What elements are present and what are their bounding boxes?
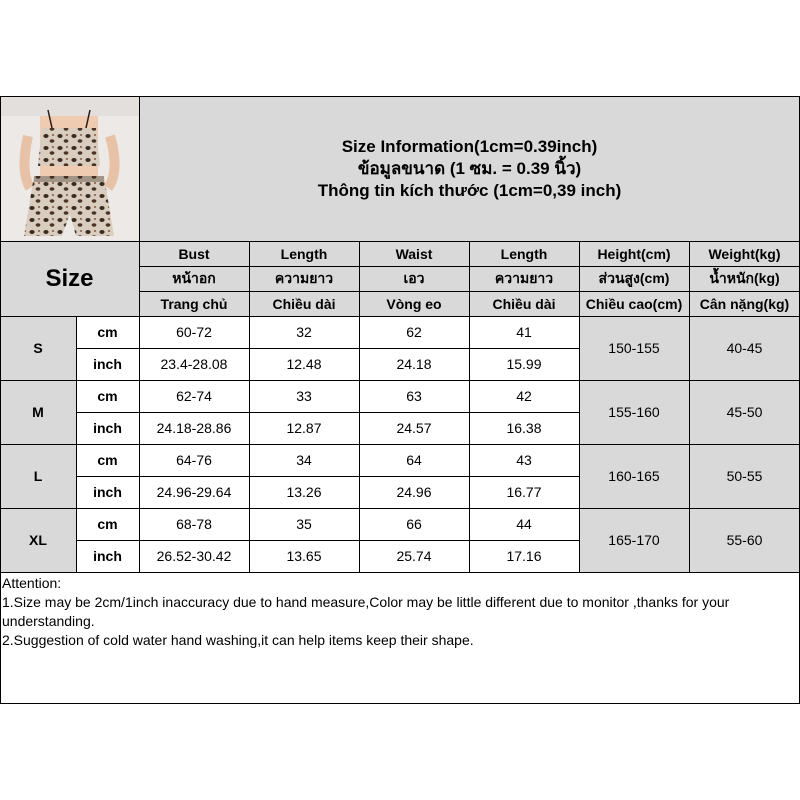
title-vietnamese: Thông tin kích thước (1cm=0,39 inch) bbox=[317, 180, 622, 200]
weight-range: 45-50 bbox=[726, 404, 763, 420]
table-cell: 15.99 bbox=[506, 356, 542, 372]
col-bust-vi: Trang chủ bbox=[160, 295, 228, 312]
col-height-en: Height(cm) bbox=[597, 245, 671, 262]
col-bust-th: หน้าอก bbox=[172, 269, 216, 286]
table-cell: 68-78 bbox=[176, 516, 212, 532]
table-cell: 13.65 bbox=[286, 548, 322, 564]
unit-label: inch bbox=[93, 484, 122, 500]
size-information-title bbox=[139, 96, 800, 241]
col-weight-en: Weight(kg) bbox=[708, 245, 781, 262]
col-waist-th: เอว bbox=[403, 269, 425, 286]
table-cell: 35 bbox=[296, 516, 312, 532]
table-cell: 41 bbox=[516, 324, 532, 340]
unit-label: cm bbox=[97, 516, 118, 532]
size-xl: XL bbox=[29, 532, 47, 548]
col-length-vi: Chiều dài bbox=[272, 295, 336, 312]
table-cell: 62-74 bbox=[176, 388, 212, 404]
weight-range: 50-55 bbox=[726, 468, 763, 484]
note-2: 2.Suggestion of cold water hand washing,it can help items keep their shape. bbox=[2, 632, 474, 648]
table-cell: 13.26 bbox=[286, 484, 322, 500]
table-cell: 24.96-29.64 bbox=[156, 484, 232, 500]
table-cell: 16.38 bbox=[506, 420, 542, 436]
table-cell: 44 bbox=[516, 516, 532, 532]
col-waist-vi: Vòng eo bbox=[386, 295, 442, 312]
col-waist-en: Waist bbox=[395, 245, 433, 262]
col-length2-en: Length bbox=[500, 245, 548, 262]
table-cell: 62 bbox=[406, 324, 422, 340]
unit-label: inch bbox=[93, 356, 122, 372]
product-photo bbox=[0, 96, 139, 241]
table-cell: 64 bbox=[406, 452, 422, 468]
size-header: Size bbox=[45, 264, 94, 292]
table-cell: 63 bbox=[406, 388, 422, 404]
table-cell: 42 bbox=[516, 388, 532, 404]
size-chart bbox=[0, 96, 800, 704]
table-cell: 34 bbox=[296, 452, 312, 468]
table-cell: 16.77 bbox=[506, 484, 542, 500]
unit-label: inch bbox=[93, 548, 122, 564]
col-bust-en: Bust bbox=[178, 245, 210, 262]
height-range: 155-160 bbox=[608, 404, 660, 420]
table-cell: 64-76 bbox=[176, 452, 212, 468]
col-weight-th: น้ำหนัก(kg) bbox=[709, 269, 780, 286]
table-cell: 12.87 bbox=[286, 420, 322, 436]
table-cell: 32 bbox=[296, 324, 312, 340]
col-weight-vi: Cân nặng(kg) bbox=[699, 295, 790, 312]
table-cell: 23.4-28.08 bbox=[160, 356, 228, 372]
height-range: 160-165 bbox=[608, 468, 660, 484]
table-cell: 26.52-30.42 bbox=[156, 548, 232, 564]
note-1: 1.Size may be 2cm/1inch inaccuracy due to hand measure,Color may be little different due to monitor ,thanks for your understanding. bbox=[2, 594, 730, 629]
col-height-th: ส่วนสูง(cm) bbox=[598, 269, 670, 286]
table-cell: 12.48 bbox=[286, 356, 322, 372]
title-english: Size Information(1cm=0.39inch) bbox=[341, 136, 598, 156]
height-range: 150-155 bbox=[608, 340, 660, 356]
table-cell: 33 bbox=[296, 388, 312, 404]
attention-notes bbox=[2, 574, 798, 650]
weight-range: 55-60 bbox=[726, 532, 763, 548]
title-thai: ข้อมูลขนาด (1 ซม. = 0.39 นิ้ว) bbox=[357, 158, 582, 178]
table-cell: 60-72 bbox=[176, 324, 212, 340]
table-cell: 24.96 bbox=[396, 484, 432, 500]
table-cell: 66 bbox=[406, 516, 422, 532]
col-height-vi: Chiều cao(cm) bbox=[585, 295, 683, 312]
size-m: M bbox=[32, 404, 44, 420]
notes-heading: Attention: bbox=[2, 575, 62, 591]
table-cell: 17.16 bbox=[506, 548, 542, 564]
col-length-en: Length bbox=[280, 245, 328, 262]
table-cell: 24.18 bbox=[396, 356, 432, 372]
size-l: L bbox=[33, 468, 43, 484]
size-s: S bbox=[33, 340, 43, 356]
col-length-th: ความยาว bbox=[274, 269, 334, 286]
col-length2-th: ความยาว bbox=[494, 269, 554, 286]
table-cell: 25.74 bbox=[396, 548, 432, 564]
unit-label: cm bbox=[97, 324, 118, 340]
height-range: 165-170 bbox=[608, 532, 660, 548]
table-cell: 24.18-28.86 bbox=[156, 420, 232, 436]
table-cell: 24.57 bbox=[396, 420, 432, 436]
table-cell: 43 bbox=[516, 452, 532, 468]
unit-label: inch bbox=[93, 420, 122, 436]
unit-label: cm bbox=[97, 388, 118, 404]
weight-range: 40-45 bbox=[726, 340, 763, 356]
unit-label: cm bbox=[97, 452, 118, 468]
col-length2-vi: Chiều dài bbox=[492, 295, 556, 312]
